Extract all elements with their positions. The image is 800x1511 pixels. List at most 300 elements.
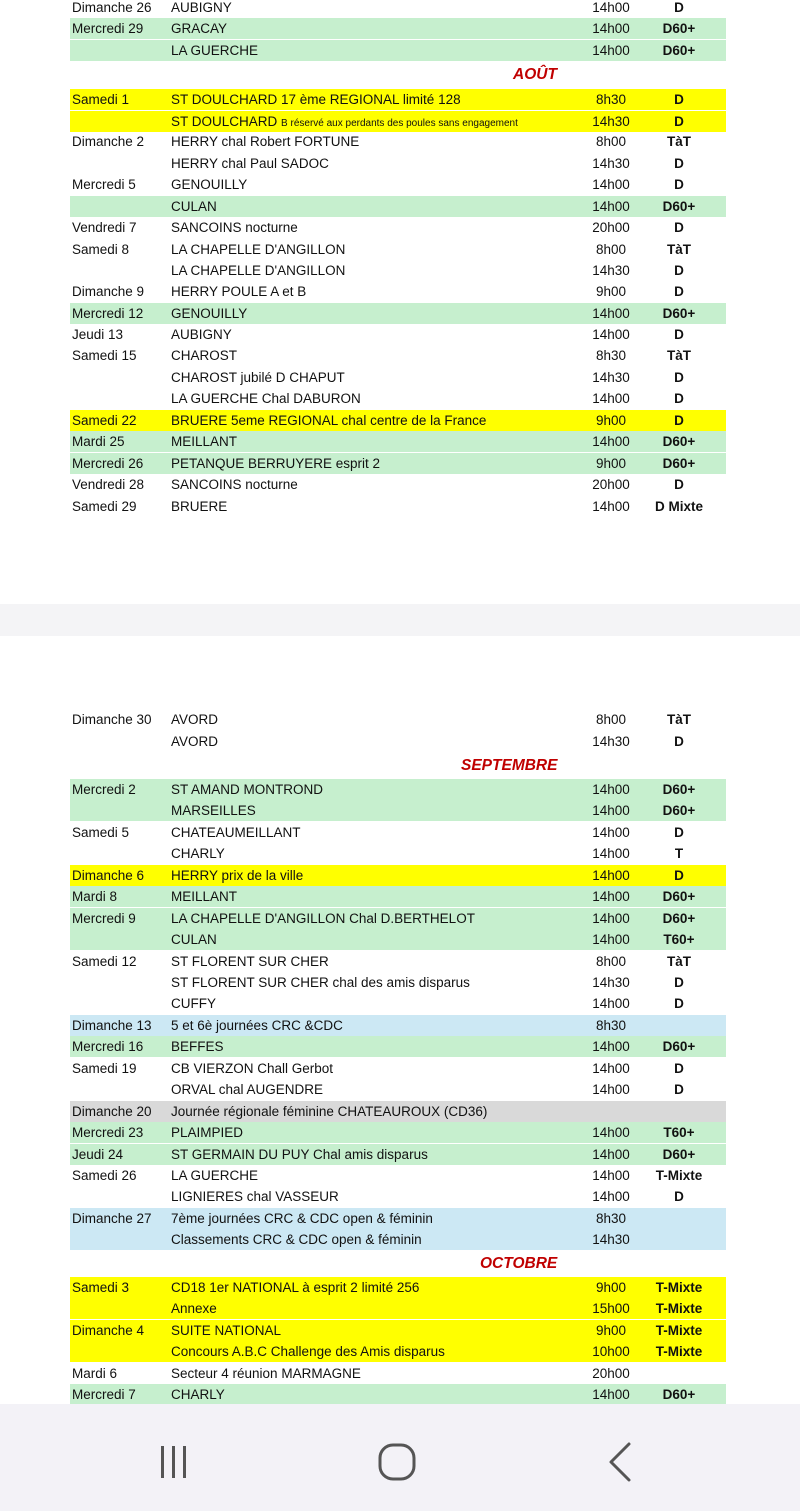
event-time: 14h00 <box>592 306 630 321</box>
event-name-text: SANCOINS nocturne <box>171 220 298 235</box>
event-time: 14h00 <box>592 1125 630 1140</box>
event-name-text: LA CHAPELLE D'ANGILLON <box>171 242 346 257</box>
event-day: Vendredi 28 <box>72 477 145 492</box>
event-day: Dimanche 2 <box>72 134 145 149</box>
event-name-text: 5 et 6è journées CRC &CDC <box>171 1018 343 1033</box>
event-name <box>171 410 486 431</box>
schedule-row <box>70 822 726 843</box>
event-name <box>171 908 475 929</box>
event-time: 14h00 <box>592 1082 630 1097</box>
event-name-text: PETANQUE BERRUYERE esprit 2 <box>171 456 381 471</box>
event-name <box>171 1122 243 1143</box>
event-day: Dimanche 30 <box>72 712 152 727</box>
event-time: 14h00 <box>592 782 630 797</box>
event-name <box>171 1320 281 1341</box>
month-heading-octobre: OCTOBRE <box>480 1255 558 1272</box>
event-name-text: HERRY chal Paul SADOC <box>171 156 329 171</box>
schedule-row <box>70 886 726 907</box>
schedule-row <box>70 131 726 152</box>
schedule-row <box>70 1144 726 1165</box>
schedule-row <box>70 929 726 950</box>
event-day: Mercredi 16 <box>72 1039 144 1054</box>
event-day: Samedi 1 <box>72 92 130 107</box>
event-type: TàT <box>666 348 691 363</box>
event-name-text: LA CHAPELLE D'ANGILLON Chal D.BERTHELOT <box>171 911 475 926</box>
event-name <box>171 1058 333 1079</box>
event-time: 14h00 <box>592 1189 630 1204</box>
event-type: D <box>674 1189 684 1204</box>
event-type: D60+ <box>662 911 696 926</box>
event-time: 14h00 <box>592 43 630 58</box>
event-name-text: 7ème journées CRC & CDC open & féminin <box>171 1211 433 1226</box>
event-type: D60+ <box>662 43 696 58</box>
page-separator <box>0 604 800 636</box>
event-name-text: LA CHAPELLE D'ANGILLON <box>171 263 346 278</box>
schedule-row <box>70 1277 726 1298</box>
event-type: D60+ <box>662 306 696 321</box>
event-name <box>171 217 298 238</box>
event-day: Samedi 8 <box>72 242 130 257</box>
event-name <box>171 1165 258 1186</box>
event-day: Samedi 5 <box>72 825 130 840</box>
event-type: D <box>674 868 684 883</box>
event-name <box>171 972 470 993</box>
event-name <box>171 496 227 517</box>
event-name <box>171 1384 225 1405</box>
event-time: 14h00 <box>592 996 630 1011</box>
event-time: 14h00 <box>592 1387 630 1402</box>
event-type: T-Mixte <box>655 1301 703 1316</box>
event-day: Dimanche 6 <box>72 868 145 883</box>
schedule-row <box>70 1229 726 1250</box>
event-name-text: LIGNIERES chal VASSEUR <box>171 1189 339 1204</box>
event-name-text: LA GUERCHE <box>171 1168 259 1183</box>
event-name <box>171 929 217 950</box>
event-type: D <box>674 327 684 342</box>
event-name <box>171 800 256 821</box>
event-type: D60+ <box>662 782 696 797</box>
event-day: Mardi 6 <box>72 1366 118 1381</box>
schedule-row <box>70 89 726 110</box>
event-name-text: Classements CRC & CDC open & féminin <box>171 1232 422 1247</box>
event-name-text: MARSEILLES <box>171 803 256 818</box>
event-name <box>171 1277 419 1298</box>
event-day: Dimanche 9 <box>72 284 145 299</box>
event-time: 14h00 <box>592 846 630 861</box>
event-day: Mercredi 9 <box>72 911 136 926</box>
event-time: 8h30 <box>595 1018 627 1033</box>
event-day: Samedi 22 <box>72 413 137 428</box>
event-name <box>171 1101 487 1122</box>
event-day: Jeudi 24 <box>72 1147 124 1162</box>
schedule-row <box>70 196 726 217</box>
event-type: T-Mixte <box>655 1344 703 1359</box>
event-name-text: SANCOINS nocturne <box>171 477 298 492</box>
event-day: Dimanche 26 <box>72 0 152 15</box>
event-type: D <box>674 92 684 107</box>
event-time: 14h00 <box>592 1168 630 1183</box>
event-day: Samedi 12 <box>72 954 137 969</box>
event-time: 14h00 <box>592 21 630 36</box>
event-name-text: GENOUILLY <box>171 177 248 192</box>
event-name <box>171 303 247 324</box>
event-time: 14h00 <box>592 391 630 406</box>
event-day: Samedi 3 <box>72 1280 130 1295</box>
event-time: 9h00 <box>595 456 627 471</box>
event-name <box>171 40 258 61</box>
event-name <box>171 843 225 864</box>
event-time: 14h30 <box>592 156 630 171</box>
event-day: Samedi 29 <box>72 499 137 514</box>
event-type: D <box>674 996 684 1011</box>
event-time: 8h00 <box>595 712 627 727</box>
event-day: Mercredi 26 <box>72 456 144 471</box>
event-name-text: AUBIGNY <box>171 0 232 15</box>
event-type: D60+ <box>662 803 696 818</box>
event-time: 9h00 <box>595 413 627 428</box>
event-time: 14h00 <box>592 1039 630 1054</box>
event-type: D60+ <box>662 1147 696 1162</box>
event-type: D Mixte <box>654 499 703 514</box>
schedule-row <box>70 843 726 864</box>
home-button[interactable] <box>367 1434 427 1490</box>
event-time: 14h00 <box>592 889 630 904</box>
schedule-row <box>70 1122 726 1143</box>
event-type: TàT <box>666 134 691 149</box>
event-name-text: BEFFES <box>171 1039 224 1054</box>
schedule-row <box>70 1341 726 1362</box>
schedule-row <box>70 174 726 195</box>
event-type: D <box>674 413 684 428</box>
schedule-row <box>70 474 726 495</box>
event-name-text: ORVAL chal AUGENDRE <box>171 1082 324 1097</box>
event-type: T60+ <box>663 932 695 947</box>
event-name <box>171 1229 422 1250</box>
event-name <box>171 239 345 260</box>
event-name-text: CHARLY <box>171 846 225 861</box>
schedule-row <box>70 951 726 972</box>
schedule-row <box>70 153 726 174</box>
event-note: B réservé aux perdants des poules sans engagement <box>281 118 518 129</box>
event-time: 9h00 <box>595 284 627 299</box>
event-time: 14h00 <box>592 1147 630 1162</box>
android-navigation-bar <box>0 1404 800 1511</box>
event-type: D60+ <box>662 1039 696 1054</box>
event-name-text: ST FLORENT SUR CHER <box>171 954 329 969</box>
event-name-text: BRUERE <box>171 499 228 514</box>
schedule-row <box>70 1036 726 1057</box>
schedule-row <box>70 1015 726 1036</box>
event-name <box>171 886 237 907</box>
event-time: 14h00 <box>592 911 630 926</box>
event-time: 20h00 <box>592 1366 630 1381</box>
schedule-row <box>70 972 726 993</box>
event-time: 14h00 <box>592 803 630 818</box>
event-type: D <box>674 177 684 192</box>
event-day: Dimanche 27 <box>72 1211 152 1226</box>
event-time: 14h30 <box>592 975 630 990</box>
event-type: D <box>674 114 684 129</box>
event-type: D <box>674 0 684 15</box>
event-name-text: CB VIERZON Chall Gerbot <box>171 1061 334 1076</box>
event-name <box>171 131 359 152</box>
event-name-text: CHATEAUMEILLANT <box>171 825 301 840</box>
event-name <box>171 281 306 302</box>
event-day: Dimanche 4 <box>72 1323 145 1338</box>
event-type: D60+ <box>662 21 696 36</box>
event-name <box>171 993 216 1014</box>
event-name <box>171 453 380 474</box>
event-name <box>171 196 217 217</box>
event-time: 14h00 <box>592 868 630 883</box>
event-day: Dimanche 13 <box>72 1018 152 1033</box>
schedule-row <box>70 908 726 929</box>
event-type: T <box>674 846 684 861</box>
schedule-row <box>70 217 726 238</box>
event-time: 14h00 <box>592 199 630 214</box>
event-name-text: LA GUERCHE Chal DABURON <box>171 391 361 406</box>
schedule-row <box>70 709 726 730</box>
schedule-row <box>70 324 726 345</box>
event-name <box>171 731 218 752</box>
event-time: 14h00 <box>592 434 630 449</box>
event-time: 9h00 <box>595 1323 627 1338</box>
event-time: 14h00 <box>592 932 630 947</box>
schedule-row <box>70 239 726 260</box>
event-name <box>171 1298 217 1319</box>
event-name <box>171 388 361 409</box>
schedule-row <box>70 779 726 800</box>
event-name-text: HERRY POULE A et B <box>171 284 307 299</box>
back-icon <box>601 1440 641 1484</box>
event-type: D <box>674 220 684 235</box>
event-day: Mardi 25 <box>72 434 125 449</box>
event-type: D60+ <box>662 434 696 449</box>
event-name <box>171 865 303 886</box>
schedule-row <box>70 431 726 452</box>
event-name-text: CD18 1er NATIONAL à esprit 2 limité 256 <box>171 1280 420 1295</box>
schedule-row <box>70 410 726 431</box>
event-name-text: Concours A.B.C Challenge des Amis disparus <box>171 1344 445 1359</box>
event-type: D <box>674 975 684 990</box>
recent-apps-button[interactable] <box>143 1434 203 1490</box>
event-time: 14h00 <box>592 177 630 192</box>
event-type: D <box>674 156 684 171</box>
event-time: 20h00 <box>592 220 630 235</box>
event-day: Mercredi 5 <box>72 177 136 192</box>
event-name <box>171 174 247 195</box>
event-type: T60+ <box>663 1125 695 1140</box>
event-name <box>171 324 232 345</box>
schedule-row <box>70 388 726 409</box>
event-time: 8h00 <box>595 954 627 969</box>
schedule-row <box>70 345 726 366</box>
event-time: 8h30 <box>595 1211 627 1226</box>
schedule-row <box>70 0 726 18</box>
event-name-text: CULAN <box>171 199 217 214</box>
event-type: D <box>674 734 684 749</box>
event-time: 8h30 <box>595 348 627 363</box>
event-name-text: Secteur 4 réunion MARMAGNE <box>171 1366 361 1381</box>
event-name <box>171 1036 224 1057</box>
event-name <box>171 260 345 281</box>
schedule-row <box>70 1186 726 1207</box>
event-type: T-Mixte <box>655 1280 703 1295</box>
event-type: D <box>674 1061 684 1076</box>
event-day: Mardi 8 <box>72 889 118 904</box>
schedule-row <box>70 303 726 324</box>
event-name <box>171 431 237 452</box>
event-day: Mercredi 2 <box>72 782 136 797</box>
event-time: 14h00 <box>592 327 630 342</box>
event-name <box>171 709 218 730</box>
event-type: D <box>674 284 684 299</box>
event-name-text: SUITE NATIONAL <box>171 1323 282 1338</box>
schedule-row <box>70 865 726 886</box>
event-day: Mercredi 29 <box>72 21 144 36</box>
event-name <box>171 1341 445 1362</box>
event-name <box>171 822 301 843</box>
schedule-row <box>70 1101 726 1122</box>
back-button[interactable] <box>591 1434 651 1490</box>
event-type: D60+ <box>662 1387 696 1402</box>
event-day: Mercredi 23 <box>72 1125 144 1140</box>
event-type: TàT <box>666 954 691 969</box>
event-day: Samedi 19 <box>72 1061 137 1076</box>
event-day: Mercredi 7 <box>72 1387 136 1402</box>
schedule-row <box>70 281 726 302</box>
event-time: 8h30 <box>595 92 627 107</box>
event-name-text: GENOUILLY <box>171 306 248 321</box>
schedule-row <box>70 18 726 39</box>
event-time: 8h00 <box>595 134 627 149</box>
event-time: 9h00 <box>595 1280 627 1295</box>
event-type: T-Mixte <box>655 1323 703 1338</box>
schedule-row <box>70 1058 726 1079</box>
event-name-text: MEILLANT <box>171 434 238 449</box>
event-name-text: ST FLORENT SUR CHER chal des amis disparus <box>171 975 470 990</box>
event-name-text: ST DOULCHARD <box>171 114 278 129</box>
event-type: D <box>674 263 684 278</box>
event-day: Vendredi 7 <box>72 220 137 235</box>
event-name-text: MEILLANT <box>171 889 238 904</box>
event-name-text: Journée régionale féminine CHATEAUROUX (CD36) <box>171 1104 488 1119</box>
event-time: 14h30 <box>592 1232 630 1247</box>
schedule-row <box>70 993 726 1014</box>
schedule-row <box>70 496 726 517</box>
event-name <box>171 345 237 366</box>
event-name <box>171 1015 343 1036</box>
schedule-row <box>70 1165 726 1186</box>
event-time: 14h00 <box>592 825 630 840</box>
event-time: 8h00 <box>595 242 627 257</box>
event-name-text: CULAN <box>171 932 217 947</box>
event-name-text: CUFFY <box>171 996 216 1011</box>
event-name-text: AVORD <box>171 712 219 727</box>
event-time: 10h00 <box>592 1344 630 1359</box>
schedule-row <box>70 1079 726 1100</box>
event-name <box>171 1363 361 1384</box>
schedule-row <box>70 367 726 388</box>
event-name-text: GRACAY <box>171 21 228 36</box>
event-time: 15h00 <box>592 1301 630 1316</box>
event-name-text: ST DOULCHARD 17 ème REGIONAL limité 128 <box>171 92 461 107</box>
schedule-row <box>70 40 726 61</box>
event-day: Samedi 15 <box>72 348 137 363</box>
event-time: 14h00 <box>592 1061 630 1076</box>
month-heading-septembre: SEPTEMBRE <box>461 757 558 774</box>
event-name <box>171 1208 433 1229</box>
event-name <box>171 89 461 110</box>
event-name-text: CHARLY <box>171 1387 225 1402</box>
event-type: D60+ <box>662 456 696 471</box>
event-type: D <box>674 477 684 492</box>
recent-apps-icon <box>153 1442 193 1482</box>
event-name <box>171 1079 323 1100</box>
event-name-text: AUBIGNY <box>171 327 232 342</box>
schedule-row <box>70 1384 726 1405</box>
event-name-text: LA GUERCHE <box>171 43 259 58</box>
event-name <box>171 474 298 495</box>
schedule-row <box>70 111 726 132</box>
event-type: D <box>674 370 684 385</box>
event-name <box>171 1144 428 1165</box>
schedule-row <box>70 1320 726 1341</box>
event-name <box>171 367 345 388</box>
event-time: 14h00 <box>592 0 630 15</box>
event-type: D <box>674 391 684 406</box>
event-day: Mercredi 12 <box>72 306 144 321</box>
event-name <box>171 1186 339 1207</box>
event-name <box>171 18 227 39</box>
event-name-text: AVORD <box>171 734 219 749</box>
event-time: 14h00 <box>592 499 630 514</box>
event-type: T-Mixte <box>655 1168 703 1183</box>
event-day: Dimanche 20 <box>72 1104 152 1119</box>
event-day: Jeudi 13 <box>72 327 124 342</box>
home-icon <box>375 1440 419 1484</box>
schedule-row <box>70 1298 726 1319</box>
schedule-page-1 <box>0 0 800 604</box>
event-name-text: Annexe <box>171 1301 217 1316</box>
schedule-row <box>70 453 726 474</box>
event-type: TàT <box>666 712 691 727</box>
event-name-text: PLAIMPIED <box>171 1125 244 1140</box>
event-name-text: BRUERE 5eme REGIONAL chal centre de la France <box>171 413 487 428</box>
event-name-text: CHAROST <box>171 348 238 363</box>
event-name-text: HERRY prix de la ville <box>171 868 304 883</box>
event-name <box>171 779 323 800</box>
event-time: 20h00 <box>592 477 630 492</box>
event-name-text: ST AMAND MONTROND <box>171 782 324 797</box>
month-heading-aout: AOÛT <box>513 66 557 83</box>
event-name-text: HERRY chal Robert FORTUNE <box>171 134 360 149</box>
event-time: 14h30 <box>592 734 630 749</box>
schedule-row <box>70 800 726 821</box>
event-type: TàT <box>666 242 691 257</box>
schedule-row <box>70 731 726 752</box>
event-name <box>171 153 329 174</box>
event-name <box>171 0 232 18</box>
event-time: 14h30 <box>592 370 630 385</box>
schedule-row <box>70 1208 726 1229</box>
event-type: D60+ <box>662 199 696 214</box>
schedule-page-2 <box>0 636 800 1404</box>
event-name <box>171 951 329 972</box>
event-time: 14h30 <box>592 263 630 278</box>
event-name-text: CHAROST jubilé D CHAPUT <box>171 370 345 385</box>
event-name-text: ST GERMAIN DU PUY Chal amis disparus <box>171 1147 428 1162</box>
